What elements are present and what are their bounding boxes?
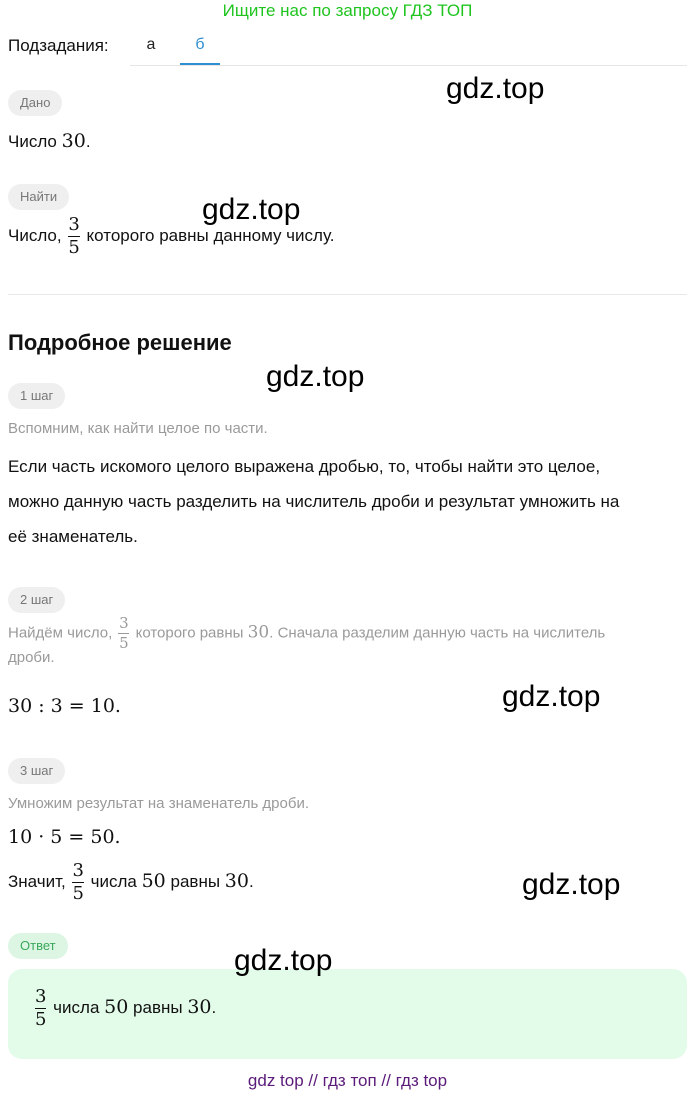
step1-hint: Вспомним, как найти целое по части. [8, 420, 268, 437]
tab-subtask-b[interactable]: б [195, 36, 205, 53]
given-text: Число 30. [8, 130, 91, 152]
step3-hint: Умножим результат на знаменатель дроби. [8, 795, 310, 812]
watermark: gdz.top [522, 868, 621, 901]
watermark: gdz.top [202, 193, 301, 226]
watermark: gdz.top [266, 360, 365, 393]
given-badge: Дано [8, 90, 62, 116]
fraction: $\frac{3}{5}$ [35, 986, 47, 1030]
step3-conclusion: Значит, $\frac{3}{5}$ числа 50 равны 30. [8, 860, 254, 904]
answer-text: $\frac{3}{5}$ числа 50 равны 30. [35, 986, 217, 1030]
step3-badge: 3 шаг [8, 758, 65, 784]
subtasks-label: Подзадания: [8, 36, 109, 55]
watermark: gdz.top [446, 72, 545, 105]
step3-equation: 10 · 5 = 50. [8, 826, 121, 848]
step2-hint: Найдём число, $\frac{3}{5}$ которого равны 30. Сначала разделим данную часть на числитель дроби. [8, 614, 606, 666]
tab-subtask-a[interactable]: а [146, 36, 156, 53]
step2-badge: 2 шаг [8, 587, 65, 613]
fraction: $\frac{3}{5}$ [119, 614, 129, 652]
answer-badge: Ответ [8, 933, 68, 959]
tabs-baseline [130, 65, 687, 66]
find-badge: Найти [8, 184, 69, 210]
section-divider [8, 294, 687, 295]
active-tab-indicator [180, 63, 220, 65]
step1-badge: 1 шаг [8, 383, 65, 409]
step2-equation: 30 : 3 = 10. [8, 695, 121, 717]
search-banner: Ищите нас по запросу ГДЗ ТОП [222, 1, 473, 20]
fraction: $\frac{3}{5}$ [68, 214, 80, 258]
footer-links[interactable]: gdz top // гдз топ // гдз top [247, 1071, 448, 1090]
watermark: gdz.top [234, 944, 333, 977]
step1-text: Если часть искомого целого выражена дробью, то, чтобы найти это целое, можно данную часть разделить на числитель дроби и результат умножить на её знаменатель. [8, 457, 620, 546]
watermark: gdz.top [502, 680, 601, 713]
solution-title: Подробное решение [8, 330, 232, 355]
fraction: $\frac{3}{5}$ [72, 860, 84, 904]
find-text: Число, $\frac{3}{5}$ которого равны данному числу. [8, 214, 335, 258]
